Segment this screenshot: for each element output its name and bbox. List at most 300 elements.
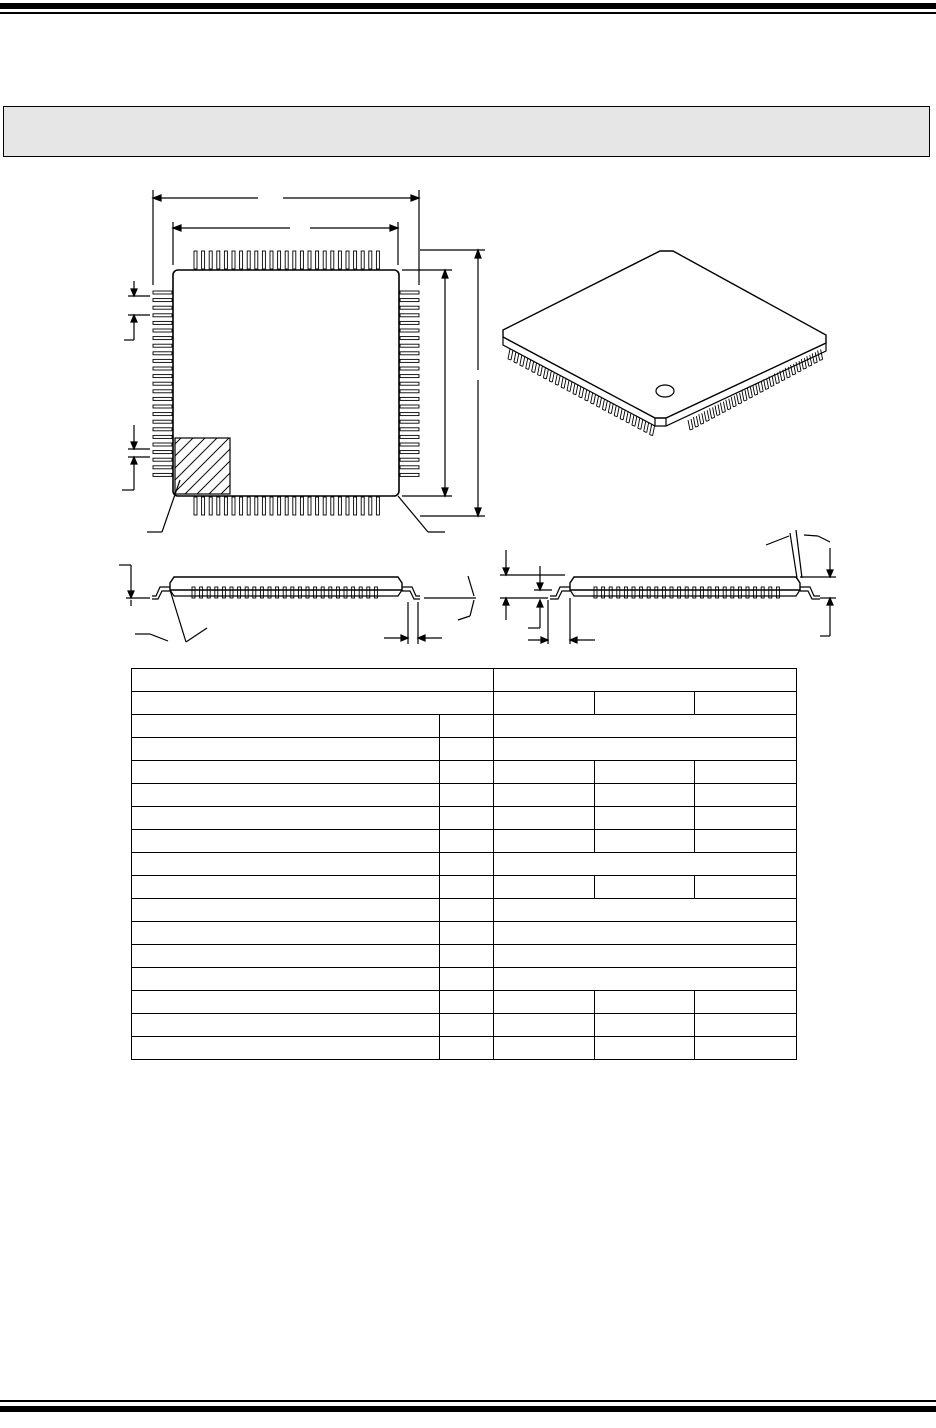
lead xyxy=(369,251,372,269)
lead-line xyxy=(526,368,529,369)
lead xyxy=(400,443,419,446)
table-row xyxy=(132,830,797,853)
lead-line xyxy=(760,391,763,392)
lead xyxy=(240,497,243,515)
lead-line xyxy=(588,391,590,401)
table-cell xyxy=(440,968,494,991)
lead xyxy=(400,397,419,400)
lead xyxy=(247,497,250,515)
lead-line xyxy=(582,388,584,398)
table-row xyxy=(132,1014,797,1037)
lead xyxy=(255,497,258,515)
lead-line xyxy=(626,422,629,423)
lead xyxy=(400,306,419,309)
lead xyxy=(217,251,220,269)
lead-line xyxy=(570,382,572,392)
lead-line xyxy=(761,381,763,391)
lead xyxy=(400,337,419,340)
lead xyxy=(400,420,419,423)
lead xyxy=(255,251,258,269)
lead xyxy=(153,435,172,438)
table-cell xyxy=(132,1014,440,1037)
lead-line xyxy=(726,400,728,410)
table-cell xyxy=(132,1037,440,1060)
lead-line xyxy=(605,400,607,410)
lead xyxy=(153,390,172,393)
lead xyxy=(331,251,334,269)
lead xyxy=(300,497,303,515)
lead-line xyxy=(737,394,739,404)
lead xyxy=(316,251,319,269)
table-cell xyxy=(132,761,440,784)
lead-line xyxy=(508,359,511,360)
lead-line xyxy=(555,384,558,385)
lead-line xyxy=(793,374,796,375)
table-cell xyxy=(132,945,440,968)
lead xyxy=(300,251,303,269)
table-cell xyxy=(494,738,797,761)
table-cell xyxy=(132,922,440,945)
lead xyxy=(270,497,273,515)
lead-line xyxy=(755,394,758,395)
bottom-rule-thin xyxy=(0,1400,936,1402)
lead xyxy=(400,314,419,317)
lead-line xyxy=(523,356,525,366)
lead xyxy=(153,329,172,332)
qfp-side-view-detail xyxy=(500,530,836,644)
table-cell xyxy=(494,991,595,1014)
lead xyxy=(376,497,379,515)
lead-line xyxy=(702,413,704,423)
table-cell xyxy=(440,715,494,738)
lead-line xyxy=(647,422,649,432)
lead-line xyxy=(549,371,551,381)
table-cell xyxy=(695,761,797,784)
lead-line xyxy=(597,396,599,406)
lead-line xyxy=(602,409,605,410)
table-row xyxy=(132,807,797,830)
lead-line xyxy=(776,383,779,384)
lead-line xyxy=(767,378,769,388)
table-cell xyxy=(494,945,797,968)
lead-line xyxy=(623,410,625,420)
lead-line xyxy=(538,365,540,375)
table-cell xyxy=(695,830,797,853)
lead-line xyxy=(532,372,535,373)
lead xyxy=(400,321,419,324)
lead-line xyxy=(718,405,720,415)
lead xyxy=(153,420,172,423)
table-cell xyxy=(132,876,440,899)
lead-line xyxy=(744,400,747,401)
lead-line xyxy=(644,431,647,432)
lead xyxy=(293,251,296,269)
lead-line xyxy=(514,352,516,362)
lead xyxy=(153,397,172,400)
lead xyxy=(262,497,265,515)
lead-line xyxy=(710,408,712,418)
lead xyxy=(331,497,334,515)
lead xyxy=(153,375,172,378)
lead-line xyxy=(576,385,578,395)
lead-line xyxy=(591,403,594,404)
lead-line xyxy=(511,350,513,360)
lead-line xyxy=(644,421,646,431)
table-cell xyxy=(695,1037,797,1060)
table-row xyxy=(132,876,797,899)
table-cell xyxy=(440,830,494,853)
table-cell xyxy=(595,784,695,807)
lead-line xyxy=(740,393,742,403)
lead xyxy=(153,359,172,362)
lead xyxy=(400,466,419,469)
table-cell xyxy=(132,669,494,692)
lead-line xyxy=(723,402,725,412)
lead-line xyxy=(558,375,560,385)
lead-line xyxy=(614,406,616,416)
table-cell xyxy=(695,692,797,715)
lead xyxy=(194,497,197,515)
lead-line xyxy=(809,365,812,366)
lead-line xyxy=(650,425,652,435)
lead xyxy=(153,306,172,309)
table-cell xyxy=(695,807,797,830)
table-cell xyxy=(595,876,695,899)
lead-line xyxy=(561,377,563,387)
lead xyxy=(354,251,357,269)
lead xyxy=(153,299,172,302)
lead-line xyxy=(742,391,744,401)
table-cell xyxy=(132,692,494,715)
table-cell xyxy=(595,1014,695,1037)
lead-line xyxy=(579,387,581,397)
table-cell xyxy=(440,945,494,968)
lead-line xyxy=(747,388,749,398)
lead-line xyxy=(535,363,537,373)
lead xyxy=(153,405,172,408)
lead-line xyxy=(526,358,528,368)
table-cell xyxy=(494,807,595,830)
table-row xyxy=(132,715,797,738)
lead-line xyxy=(600,397,602,407)
lead xyxy=(285,497,288,515)
lead xyxy=(400,329,419,332)
lead xyxy=(232,251,235,269)
lead-line xyxy=(561,387,564,388)
table-cell xyxy=(595,761,695,784)
table-cell xyxy=(494,968,797,991)
lead-line xyxy=(720,403,722,413)
lead-line xyxy=(541,366,543,376)
lead xyxy=(361,251,364,269)
lead xyxy=(323,497,326,515)
lead-line xyxy=(579,397,582,398)
lead xyxy=(369,497,372,515)
table-row xyxy=(132,761,797,784)
table-cell xyxy=(440,784,494,807)
lead xyxy=(323,251,326,269)
qfp-side-view xyxy=(119,565,476,644)
table-cell xyxy=(132,991,440,1014)
lead-line xyxy=(707,410,709,420)
lead-line xyxy=(691,419,693,429)
table-cell xyxy=(494,715,797,738)
lead xyxy=(400,382,419,385)
lead-line xyxy=(614,416,617,417)
lead-line xyxy=(769,377,771,387)
lead-line xyxy=(820,359,823,360)
lead xyxy=(400,458,419,461)
lead xyxy=(308,251,311,269)
lead-line xyxy=(749,397,752,398)
table-cell xyxy=(595,1037,695,1060)
lead-line xyxy=(695,426,698,427)
lead xyxy=(400,473,419,476)
lead-line xyxy=(632,415,634,425)
lead-line xyxy=(594,394,596,404)
table-row xyxy=(132,968,797,991)
lead-line xyxy=(777,373,779,383)
lead-line xyxy=(611,404,613,414)
lead-line xyxy=(585,390,587,400)
lead-line xyxy=(538,375,541,376)
lead-line xyxy=(787,377,790,378)
lead-line xyxy=(608,403,610,413)
table-cell xyxy=(494,692,595,715)
lead-line xyxy=(712,417,715,418)
lead-line xyxy=(798,371,801,372)
lead-line xyxy=(807,356,809,366)
lead-line xyxy=(756,384,758,394)
lead-line xyxy=(555,374,557,384)
lead-line xyxy=(772,376,774,386)
qfp-isometric-view xyxy=(503,251,826,436)
lead-line xyxy=(543,368,545,378)
table-row xyxy=(132,784,797,807)
lead-line xyxy=(701,423,704,424)
table-cell xyxy=(440,761,494,784)
lead xyxy=(316,497,319,515)
lead-line xyxy=(812,353,814,363)
lead xyxy=(400,359,419,362)
lead-line xyxy=(632,425,635,426)
lead-line xyxy=(597,406,600,407)
lead-line xyxy=(766,388,769,389)
table-cell xyxy=(440,738,494,761)
lead xyxy=(153,428,172,431)
lead xyxy=(153,367,172,370)
lead xyxy=(376,251,379,269)
lead xyxy=(400,344,419,347)
lead xyxy=(346,497,349,515)
lead-line xyxy=(608,413,611,414)
lead-line xyxy=(728,409,731,410)
table-row xyxy=(132,853,797,876)
lead xyxy=(247,251,250,269)
table-cell xyxy=(440,922,494,945)
table-cell xyxy=(132,784,440,807)
lead-line xyxy=(801,359,803,369)
table-cell xyxy=(440,853,494,876)
lead xyxy=(153,382,172,385)
table-cell xyxy=(440,876,494,899)
lead xyxy=(153,466,172,469)
lead-line xyxy=(517,353,519,363)
lead xyxy=(262,251,265,269)
lead-line xyxy=(591,393,593,403)
lead-line xyxy=(745,390,747,400)
lead xyxy=(400,367,419,370)
table-subheader-row xyxy=(132,692,797,715)
table-cell xyxy=(494,669,797,692)
lead xyxy=(153,344,172,347)
lead-line xyxy=(715,406,717,416)
lead-line xyxy=(729,399,731,409)
lead-line xyxy=(585,400,588,401)
table-cell xyxy=(595,830,695,853)
table-cell xyxy=(132,715,440,738)
table-cell xyxy=(132,738,440,761)
table-cell xyxy=(132,807,440,830)
lead-line xyxy=(573,384,575,394)
lead-line xyxy=(713,407,715,417)
table-cell xyxy=(494,784,595,807)
table-header-row xyxy=(132,669,797,692)
table-cell xyxy=(494,899,797,922)
lead xyxy=(153,451,172,454)
lead-line xyxy=(758,382,760,392)
lead xyxy=(338,251,341,269)
lead xyxy=(153,337,172,340)
lead-line xyxy=(815,352,817,362)
table-cell xyxy=(695,1014,797,1037)
table-row xyxy=(132,1037,797,1060)
lead xyxy=(153,321,172,324)
package-drawing xyxy=(0,0,936,660)
lead xyxy=(224,497,227,515)
lead xyxy=(224,251,227,269)
lead-line xyxy=(567,381,569,391)
lead xyxy=(354,497,357,515)
table-cell xyxy=(595,991,695,1014)
table-cell xyxy=(440,807,494,830)
lead-line xyxy=(814,362,817,363)
table-row xyxy=(132,991,797,1014)
lead-line xyxy=(706,420,709,421)
lead-line xyxy=(771,386,774,387)
table-cell xyxy=(494,853,797,876)
lead-line xyxy=(750,387,752,397)
table-cell xyxy=(494,876,595,899)
lead-line xyxy=(629,413,631,423)
lead xyxy=(209,497,212,515)
table-cell xyxy=(132,830,440,853)
lead xyxy=(346,251,349,269)
lead xyxy=(293,497,296,515)
lead-line xyxy=(739,403,742,404)
lead-line xyxy=(564,378,566,388)
lead-line xyxy=(803,368,806,369)
lead-line xyxy=(638,418,640,428)
lead-line xyxy=(733,406,736,407)
lead-line xyxy=(552,372,554,382)
lead-line xyxy=(821,349,823,359)
lead xyxy=(338,497,341,515)
table-cell xyxy=(695,876,797,899)
lead xyxy=(400,390,419,393)
lead-line xyxy=(688,420,690,430)
lead xyxy=(153,314,172,317)
lead-line xyxy=(693,417,695,427)
lead-line xyxy=(734,396,736,406)
lead-line xyxy=(617,407,619,417)
lead-line xyxy=(635,416,637,426)
lead-line xyxy=(529,359,531,369)
lead-line xyxy=(753,385,755,395)
lead-line xyxy=(731,397,733,407)
lead xyxy=(400,428,419,431)
table-row xyxy=(132,922,797,945)
lead-line xyxy=(704,411,706,421)
lead-line xyxy=(520,365,523,366)
lead xyxy=(400,451,419,454)
table-cell xyxy=(132,853,440,876)
lead-line xyxy=(810,355,812,365)
table-row xyxy=(132,945,797,968)
lead-line xyxy=(508,349,510,359)
lead xyxy=(153,458,172,461)
lead xyxy=(308,497,311,515)
lead xyxy=(209,251,212,269)
lead-line xyxy=(638,428,641,429)
lead xyxy=(285,251,288,269)
lead-line xyxy=(696,416,698,426)
table-cell xyxy=(494,922,797,945)
table-cell xyxy=(132,968,440,991)
lead-line xyxy=(567,391,570,392)
lead-line xyxy=(782,380,785,381)
table-cell xyxy=(132,899,440,922)
lead-line xyxy=(653,426,655,436)
lead-line xyxy=(532,362,534,372)
lead xyxy=(153,291,172,294)
lead-line xyxy=(520,355,522,365)
lead xyxy=(278,497,281,515)
table-row xyxy=(132,899,797,922)
lead xyxy=(240,251,243,269)
table-cell xyxy=(494,1037,595,1060)
table-cell xyxy=(440,899,494,922)
table-cell xyxy=(695,991,797,1014)
lead-line xyxy=(620,419,623,420)
lead-line xyxy=(546,369,548,379)
lead xyxy=(194,251,197,269)
dimension-table xyxy=(131,668,797,1060)
table-cell xyxy=(440,1037,494,1060)
lead xyxy=(278,251,281,269)
lead xyxy=(400,413,419,416)
lead xyxy=(400,299,419,302)
table-cell xyxy=(595,807,695,830)
lead-line xyxy=(690,429,693,430)
lead-line xyxy=(699,414,701,424)
lead xyxy=(202,251,205,269)
lead xyxy=(270,251,273,269)
lead xyxy=(217,497,220,515)
lead-line xyxy=(543,378,546,379)
lead-line xyxy=(620,409,622,419)
lead xyxy=(400,291,419,294)
